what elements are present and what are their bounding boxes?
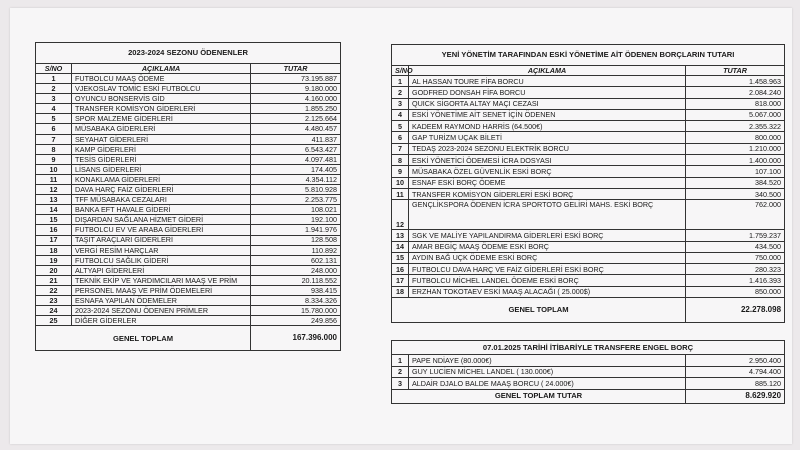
transfer-ban-debt-table	[391, 340, 785, 404]
row-amount: 248.000	[251, 265, 341, 275]
row-description: GENÇLİKSPORA ÖDENEN İCRA SPORTOTO GELİRİ MAHS. ESKİ BORÇ	[409, 200, 686, 230]
row-description: PAPE NDİAYE (80.000€)	[409, 355, 686, 367]
table-row	[392, 98, 785, 109]
table-row	[36, 195, 341, 205]
row-amount: 4.160.000	[251, 94, 341, 104]
row-amount: 2.355.322	[686, 121, 785, 132]
row-description: ERZHAN TOKOTAEV ESKİ MAAŞ ALACAĞI ( 25.000$)	[409, 286, 686, 297]
row-description: DAVA HARÇ FAİZ GİDERLERİ	[72, 185, 251, 195]
row-description: MÜSABAKA GİDERLERİ	[72, 124, 251, 134]
row-description: ESKİ YÖNETİME AİT SENET İÇİN ÖDENEN	[409, 109, 686, 120]
row-amount: 6.543.427	[251, 144, 341, 154]
row-amount: 2.950.400	[686, 355, 785, 367]
row-description: SGK VE MALİYE YAPILANDIRMA GİDERLERİ ESKİ BORÇ	[409, 230, 686, 241]
row-amount: 850.000	[686, 286, 785, 297]
row-amount: 1.759.237	[686, 230, 785, 241]
row-number: 14	[36, 205, 72, 215]
table-row	[36, 124, 341, 134]
row-description: TEKNİK EKİP VE YARDIMCILARI MAAŞ VE PRİM	[72, 275, 251, 285]
table-row	[36, 74, 341, 84]
row-number: 17	[392, 275, 409, 286]
row-description: FUTBOLCU MİCHEL LANDEL ÖDEME ESKİ BORÇ	[409, 275, 686, 286]
row-amount: 249.856	[251, 316, 341, 326]
row-amount: 192.100	[251, 215, 341, 225]
row-number: 3	[36, 94, 72, 104]
row-amount: 4.354.112	[251, 174, 341, 184]
row-amount: 4.794.400	[686, 366, 785, 378]
row-description: ESNAF ESKİ BORÇ ÖDEME	[409, 177, 686, 188]
row-description: PERSONEL MAAŞ VE PRİM ÖDEMELERİ	[72, 285, 251, 295]
row-description: TRANSFER KOMİSYON GİDERLERİ	[72, 104, 251, 114]
row-description: LİSANS GİDERLERİ	[72, 164, 251, 174]
row-number: 6	[36, 124, 72, 134]
row-amount: 8.334.326	[251, 296, 341, 306]
row-amount: 1.400.000	[686, 155, 785, 166]
total-amount: 22.278.098	[686, 298, 785, 323]
row-amount: 110.892	[251, 245, 341, 255]
table-body	[392, 76, 785, 298]
row-description: DIŞARDAN SAĞLANA HİZMET GİDERİ	[72, 215, 251, 225]
column-header-no: S/NO	[36, 64, 72, 74]
row-description: AMAR BEGİÇ MAAŞ ÖDEME ESKİ BORÇ	[409, 241, 686, 252]
row-amount: 1.941.976	[251, 225, 341, 235]
table-row	[392, 252, 785, 263]
table-row	[392, 177, 785, 188]
row-number: 11	[392, 188, 409, 199]
row-number: 4	[36, 104, 72, 114]
row-description: BANKA EFT HAVALE GİDERİ	[72, 205, 251, 215]
table-row	[36, 225, 341, 235]
table-row	[36, 144, 341, 154]
row-description: TAŞIT ARAÇLARI GİDERLERİ	[72, 235, 251, 245]
row-number: 21	[36, 275, 72, 285]
row-description: GODFRED DONSAH FİFA BORCU	[409, 87, 686, 98]
row-description: FUTBOLCU MAAŞ ÖDEME	[72, 74, 251, 84]
row-number: 11	[36, 174, 72, 184]
table-row	[392, 366, 785, 378]
row-amount: 2.084.240	[686, 87, 785, 98]
row-description: TFF MÜSABAKA CEZALARI	[72, 195, 251, 205]
season-payments-table	[35, 42, 341, 351]
table-row	[392, 132, 785, 143]
row-number: 12	[392, 200, 409, 230]
row-number: 3	[392, 98, 409, 109]
table-row	[36, 185, 341, 195]
table-row	[392, 378, 785, 390]
row-description: GUY LUCİEN MİCHEL LANDEL ( 130.000€)	[409, 366, 686, 378]
row-amount: 762.000	[686, 200, 785, 230]
row-amount: 938.415	[251, 285, 341, 295]
row-number: 2	[392, 366, 409, 378]
row-description: OYUNCU BONSERVİS GİD	[72, 94, 251, 104]
row-number: 17	[36, 235, 72, 245]
row-amount: 1.416.393	[686, 275, 785, 286]
row-amount: 818.000	[686, 98, 785, 109]
table-title: YENİ YÖNETİM TARAFINDAN ESKİ YÖNETİME AİT ÖDENEN BORÇLARIN TUTARI	[392, 45, 785, 66]
table-row	[392, 87, 785, 98]
row-amount: 800.000	[686, 132, 785, 143]
row-number: 9	[392, 166, 409, 177]
row-number: 16	[392, 264, 409, 275]
table-row	[36, 306, 341, 316]
row-number: 10	[36, 164, 72, 174]
column-header-no: S/NO	[392, 66, 409, 76]
row-amount: 20.118.552	[251, 275, 341, 285]
row-description: MÜSABAKA ÖZEL GÜVENLİK ESKİ BORÇ	[409, 166, 686, 177]
row-number: 1	[36, 74, 72, 84]
row-number: 15	[36, 215, 72, 225]
row-number: 10	[392, 177, 409, 188]
table-row	[36, 104, 341, 114]
table-row	[36, 235, 341, 245]
row-amount: 5.067.000	[686, 109, 785, 120]
table-row	[36, 164, 341, 174]
table-row	[392, 121, 785, 132]
row-number: 7	[36, 134, 72, 144]
row-amount: 1.210.000	[686, 143, 785, 154]
column-header-amount: TUTAR	[686, 66, 785, 76]
row-amount: 280.323	[686, 264, 785, 275]
table-row	[392, 355, 785, 367]
row-amount: 602.131	[251, 255, 341, 265]
column-header-description: AÇIKLAMA	[409, 66, 686, 76]
row-description: ALDAİR DJALO BALDE MAAŞ BORCU ( 24.000€)	[409, 378, 686, 390]
row-number: 14	[392, 241, 409, 252]
row-description: AL HASSAN TOURE FİFA BORCU	[409, 76, 686, 87]
table-row	[36, 265, 341, 275]
row-amount: 340.500	[686, 188, 785, 199]
row-amount: 434.500	[686, 241, 785, 252]
row-number: 5	[392, 121, 409, 132]
row-amount: 384.520	[686, 177, 785, 188]
row-amount: 885.120	[686, 378, 785, 390]
row-description: TEDAŞ 2023-2024 SEZONU ELEKTRİK BORCU	[409, 143, 686, 154]
row-description: FUTBOLCU DAVA HARÇ VE FAİZ GİDERLERİ ESKİ BORÇ	[409, 264, 686, 275]
row-amount: 128.508	[251, 235, 341, 245]
row-amount: 108.021	[251, 205, 341, 215]
row-number: 13	[36, 195, 72, 205]
row-description: GAP TURİZM UÇAK BİLETİ	[409, 132, 686, 143]
table-row	[392, 241, 785, 252]
table-row	[36, 154, 341, 164]
total-label: GENEL TOPLAM	[392, 298, 686, 323]
row-number: 8	[36, 144, 72, 154]
row-number: 18	[36, 245, 72, 255]
row-description: KAMP GİDERLERİ	[72, 144, 251, 154]
row-number: 15	[392, 252, 409, 263]
row-description: SPOR MALZEME GİDERLERİ	[72, 114, 251, 124]
column-header-description: AÇIKLAMA	[72, 64, 251, 74]
row-number: 1	[392, 76, 409, 87]
table-body	[36, 74, 341, 326]
table-body	[392, 355, 785, 390]
row-amount: 4.097.481	[251, 154, 341, 164]
row-number: 4	[392, 109, 409, 120]
row-amount: 73.195.887	[251, 74, 341, 84]
row-description: 2023-2024 SEZONU ÖDENEN PRİMLER	[72, 306, 251, 316]
row-amount: 9.180.000	[251, 84, 341, 94]
table-row	[392, 200, 785, 230]
row-description: FUTBOLCU SAĞLIK GİDERİ	[72, 255, 251, 265]
table-row	[36, 215, 341, 225]
old-debts-table	[391, 44, 785, 323]
table-row	[36, 255, 341, 265]
row-amount: 4.480.457	[251, 124, 341, 134]
row-number: 19	[36, 255, 72, 265]
row-description: ESKİ YÖNETİCİ ÖDEMESİ İCRA DOSYASI	[409, 155, 686, 166]
row-description: FUTBOLCU EV VE ARABA GİDERLERİ	[72, 225, 251, 235]
row-amount: 107.100	[686, 166, 785, 177]
row-number: 18	[392, 286, 409, 297]
row-number: 8	[392, 155, 409, 166]
table-row	[36, 275, 341, 285]
row-amount: 174.405	[251, 164, 341, 174]
table-row	[36, 134, 341, 144]
table-row	[392, 264, 785, 275]
row-amount: 750.000	[686, 252, 785, 263]
row-description: TESİS GİDERLERİ	[72, 154, 251, 164]
row-number: 2	[392, 87, 409, 98]
row-number: 5	[36, 114, 72, 124]
row-number: 2	[36, 84, 72, 94]
row-number: 7	[392, 143, 409, 154]
table-row	[36, 296, 341, 306]
row-description: TRANSFER KOMİSYON GİDERLERİ ESKİ BORÇ	[409, 188, 686, 199]
table-row	[36, 84, 341, 94]
row-description: SEYAHAT GİDERLERİ	[72, 134, 251, 144]
row-number: 1	[392, 355, 409, 367]
column-header-amount: TUTAR	[251, 64, 341, 74]
row-number: 3	[392, 378, 409, 390]
row-description: DİĞER GİDERLER	[72, 316, 251, 326]
total-label: GENEL TOPLAM TUTAR	[392, 389, 686, 403]
row-number: 23	[36, 296, 72, 306]
row-number: 16	[36, 225, 72, 235]
row-number: 13	[392, 230, 409, 241]
row-description: KADEEM RAYMOND HARRİS (64.500€)	[409, 121, 686, 132]
row-description: QUICK SİGORTA ALTAY MAÇI CEZASI	[409, 98, 686, 109]
table-row	[392, 76, 785, 87]
table-title: 07.01.2025 TARİHİ İTİBARİYLE TRANSFERE ENGEL BORÇ	[392, 341, 785, 355]
table-row	[36, 174, 341, 184]
row-description: ESNAFA YAPILAN ÖDEMELER	[72, 296, 251, 306]
row-description: VERGİ RESİM HARÇLAR	[72, 245, 251, 255]
row-number: 25	[36, 316, 72, 326]
table-row	[392, 286, 785, 297]
row-description: ALTYAPI GİDERLERİ	[72, 265, 251, 275]
row-number: 20	[36, 265, 72, 275]
row-description: VJEKOSLAV TOMİC ESKİ FUTBOLCU	[72, 84, 251, 94]
total-label: GENEL TOPLAM	[36, 326, 251, 351]
row-number: 6	[392, 132, 409, 143]
table-row	[392, 188, 785, 199]
row-description: AYDIN BAĞ UÇK ÖDEME ESKİ BORÇ	[409, 252, 686, 263]
total-amount: 8.629.920	[686, 389, 785, 403]
row-amount: 2.253.775	[251, 195, 341, 205]
row-amount: 1.855.250	[251, 104, 341, 114]
row-number: 9	[36, 154, 72, 164]
table-row	[392, 155, 785, 166]
table-row	[392, 166, 785, 177]
row-amount: 2.125.664	[251, 114, 341, 124]
row-number: 24	[36, 306, 72, 316]
table-row	[392, 275, 785, 286]
total-amount: 167.396.000	[251, 326, 341, 351]
row-amount: 411.837	[251, 134, 341, 144]
row-number: 22	[36, 285, 72, 295]
table-row	[36, 205, 341, 215]
row-amount: 15.780.000	[251, 306, 341, 316]
row-amount: 5.810.928	[251, 185, 341, 195]
table-row	[36, 316, 341, 326]
table-row	[36, 114, 341, 124]
table-row	[36, 94, 341, 104]
table-title: 2023-2024 SEZONU ÖDENENLER	[36, 43, 341, 64]
table-row	[392, 143, 785, 154]
row-amount: 1.458.963	[686, 76, 785, 87]
row-description: KONAKLAMA GİDERLERİ	[72, 174, 251, 184]
row-number: 12	[36, 185, 72, 195]
table-row	[36, 245, 341, 255]
table-row	[392, 230, 785, 241]
table-row	[392, 109, 785, 120]
table-row	[36, 285, 341, 295]
